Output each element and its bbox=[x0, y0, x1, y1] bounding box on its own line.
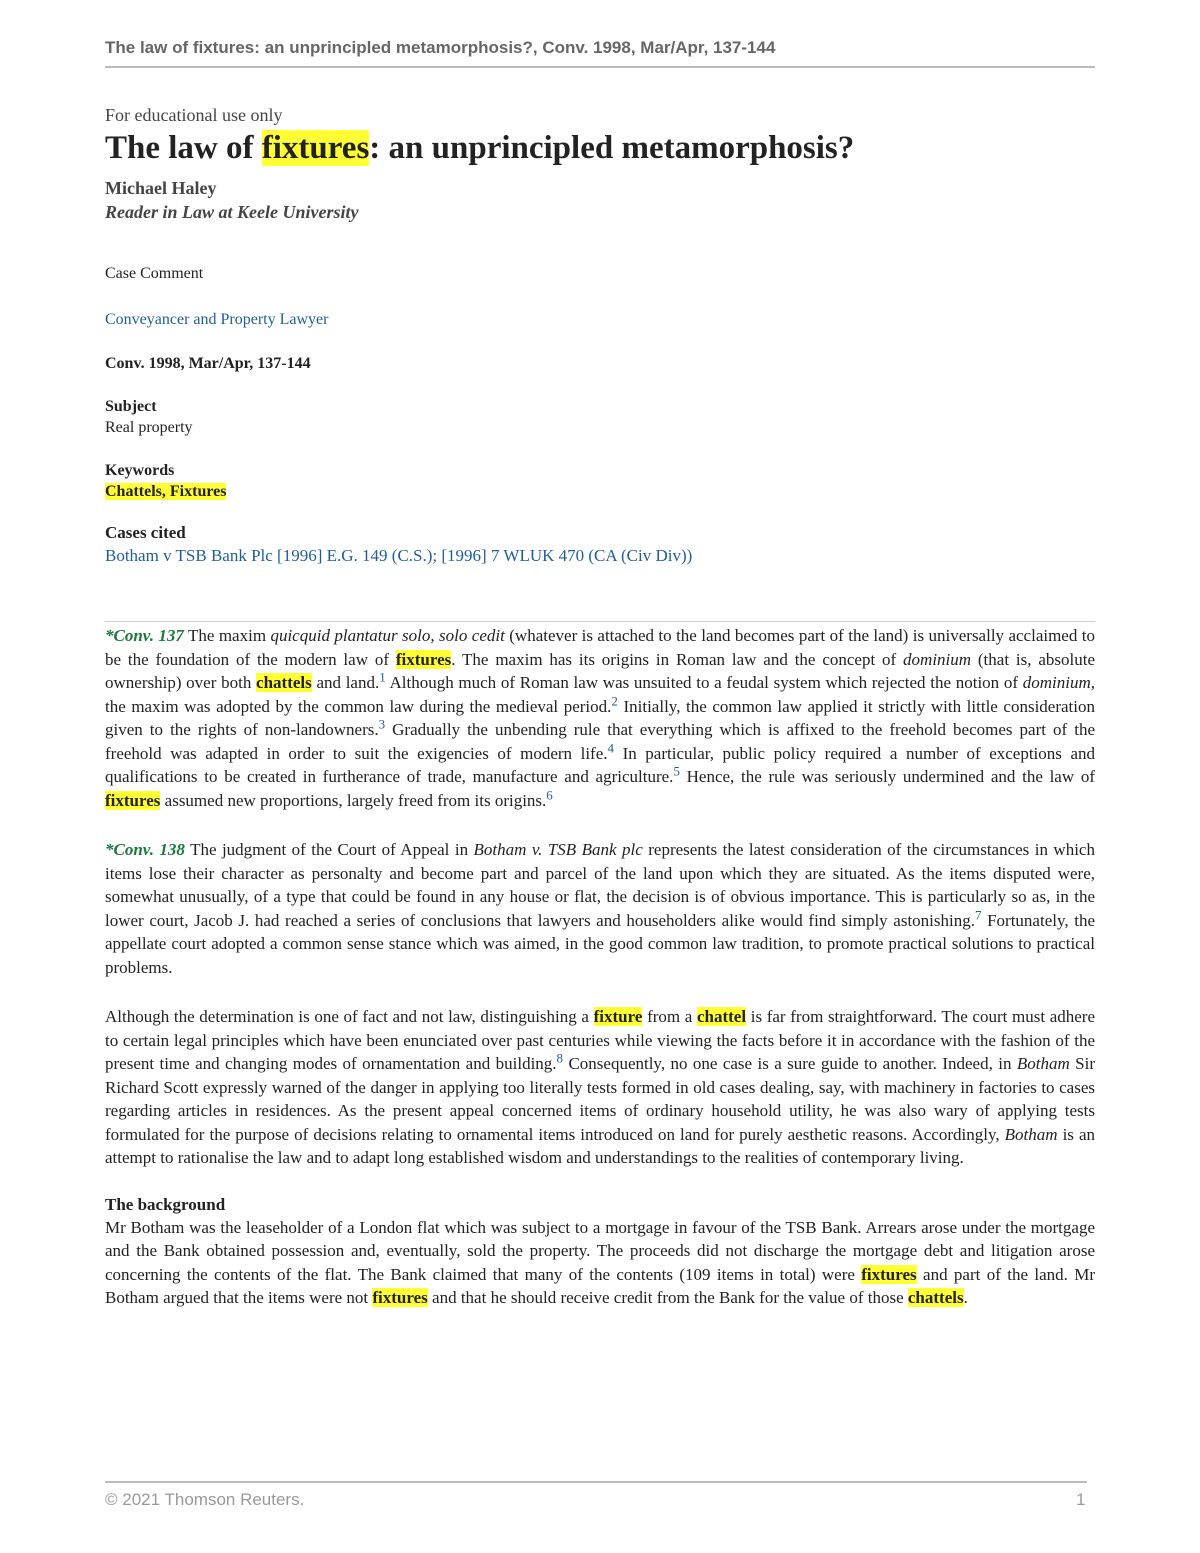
cases-cited-label: Cases cited bbox=[105, 523, 186, 542]
highlight-fixture: fixture bbox=[593, 1007, 643, 1026]
footer-divider bbox=[105, 1481, 1087, 1483]
footnote-ref-6[interactable]: 6 bbox=[546, 786, 553, 802]
title-text: The law of bbox=[105, 130, 262, 166]
title-highlight: fixtures bbox=[261, 130, 370, 166]
footer-page-number: 1 bbox=[1076, 1490, 1086, 1509]
keyword-separator: , bbox=[161, 483, 170, 500]
journal-link[interactable]: Conveyancer and Property Lawyer bbox=[105, 311, 329, 328]
header-divider bbox=[105, 66, 1095, 68]
paragraph-divider bbox=[105, 621, 1095, 622]
subject-label: Subject bbox=[105, 398, 157, 415]
document-type: Case Comment bbox=[105, 265, 204, 282]
highlight-chattel: chattel bbox=[696, 1007, 747, 1026]
keywords-label: Keywords bbox=[105, 462, 175, 479]
paragraph-background: Mr Botham was the leaseholder of a London flat which was subject to a mortgage in favour of the TSB Bank. Arrears arose under the mortgage and the Bank obtained possession and, eventually, sold the property. The proceeds did not discharge the mortgage debt and litigation arose concerning the contents of the flat. The Bank claimed that many of the contents (109 items in total) were fixtures and part of the land. Mr Botham argued that the items were not fixtures and that he should receive credit from the Bank for the value of those chattels. bbox=[105, 1217, 1095, 1307]
keyword-chattels: Chattels bbox=[105, 483, 162, 500]
page-marker-137: *Conv. 137 bbox=[105, 626, 184, 645]
highlight-fixtures: fixtures bbox=[372, 1288, 428, 1307]
paragraph-137: *Conv. 137 The maxim quicquid plantatur solo, solo cedit (whatever is attached to the land becomes part of the land) is universally acclaimed to be the foundation of the modern law of fixtures. The maxim has its origins in Roman law and the concept of dominium (that is, absolute ownership) over both chattels and land.$^1$ Although much of Roman law was unsuited to a feudal system which rejected the notion of dominium, the maxim was adopted by the common law during the medieval period.$^2$ Initially, the common law applied it strictly with little consideration given to the rights of non-landowners.$^3$ Gradually the unbending rule that everything which is affixed to the freehold becomes part of the freehold was adapted in order to suit the exigencies of modern life.$^4$ In particular, public policy required a number of exceptions and qualifications to be created in furtherance of trade, manufacture and agriculture.$^5$ Hence, the rule was seriously undermined and the law of fixtures assumed new proportions, largely freed from its origins.$^6$ bbox=[105, 626, 1096, 810]
running-header: The law of fixtures: an unprincipled metamorphosis?, Conv. 1998, Mar/Apr, 137-144 bbox=[105, 38, 776, 57]
title-text-end: : an unprincipled metamorphosis? bbox=[369, 130, 855, 166]
author-affiliation: Reader in Law at Keele University bbox=[105, 202, 359, 222]
case-link-botham[interactable]: Botham v TSB Bank Plc [1996] E.G. 149 (C.S.); [1996] 7 WLUK 470 (CA (Civ Div)) bbox=[105, 546, 693, 565]
section-heading-background: The background bbox=[105, 1194, 226, 1214]
footnote-ref-3[interactable]: 3 bbox=[378, 716, 386, 732]
footer-copyright: © 2021 Thomson Reuters. bbox=[105, 1490, 305, 1509]
paragraph-determination: Although the determination is one of fact and not law, distinguishing a fixture from a chattel is far from straightforward. The court must adhere to certain legal principles which have been enunciated over past centuries while viewing the facts before it in accordance with the fashion of the present time and changing modes of ornamentation and building.$^8$ Consequently, no one case is a sure guide to another. Indeed, in Botham Sir Richard Scott expressly warned of the danger in applying too literally tests formed in old cases dealing, say, with machinery in factories to cases regarding articles in residences. As the present appeal concerned items of ordinary household utility, he was also wary of applying tests formulated for the purpose of decisions relating to ornamental items introduced on land for purely aesthetic reasons. Accordingly, Botham is an attempt to rationalise the law and to adapt long established wisdom and understandings to the realities of contemporary living. bbox=[105, 1007, 1096, 1167]
educational-note: For educational use only bbox=[105, 105, 283, 125]
footnote-ref-7[interactable]: 7 bbox=[974, 906, 982, 922]
document-body bbox=[105, 104, 1095, 1310]
author-name: Michael Haley bbox=[105, 178, 217, 198]
paragraph-138: *Conv. 138 The judgment of the Court of Appeal in Botham v. TSB Bank plc represents the latest consideration of the circumstances in which items lose their character as personalty and become part and parcel of the land upon which they are situated. As the items disputed were, somewhat unusually, of a type that could be found in any house or flat, the decision is of obvious importance. This is particularly so as, in the lower court, Jacob J. had reached a series of conclusions that lawyers and householders alike would find simply astonishing.$^7$ Fortunately, the appellate court adopted a common sense stance which was aimed, in the good common law tradition, to promote practical solutions to practical problems. bbox=[105, 840, 1095, 977]
highlight-chattels: chattels bbox=[256, 673, 312, 692]
citation: Conv. 1998, Mar/Apr, 137-144 bbox=[105, 355, 311, 372]
page-marker-138: *Conv. 138 bbox=[105, 840, 185, 859]
footnote-ref-4[interactable]: 4 bbox=[607, 739, 615, 755]
footnote-ref-1[interactable]: 1 bbox=[379, 669, 386, 685]
subject-value: Real property bbox=[105, 419, 193, 436]
document-title bbox=[105, 128, 1095, 168]
footnote-ref-5[interactable]: 5 bbox=[673, 763, 680, 779]
keyword-fixtures: Fixtures bbox=[169, 483, 227, 500]
footnote-ref-2[interactable]: 2 bbox=[611, 692, 618, 708]
keywords-list bbox=[105, 481, 1095, 502]
highlight-fixtures: fixtures bbox=[105, 790, 161, 810]
footnote-ref-8[interactable]: 8 bbox=[556, 1050, 564, 1066]
highlight-fixtures: fixtures bbox=[395, 649, 452, 669]
highlight-fixtures: fixtures bbox=[861, 1264, 917, 1284]
highlight-chattels: chattels bbox=[907, 1288, 964, 1307]
